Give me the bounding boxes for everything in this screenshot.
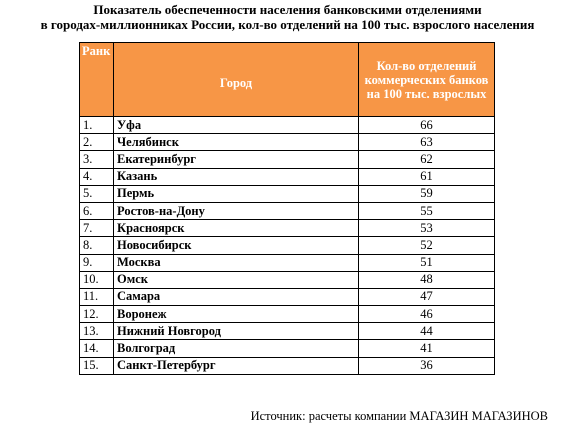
city-cell: Казань — [114, 168, 359, 185]
table-row — [80, 117, 495, 134]
city-cell: Санкт-Петербург — [114, 357, 359, 374]
table-row — [80, 168, 495, 185]
rank-cell: 15. — [80, 357, 114, 374]
table-row — [80, 202, 495, 219]
count-cell: 47 — [359, 288, 495, 305]
table-row — [80, 151, 495, 168]
table-row — [80, 185, 495, 202]
rank-cell: 5. — [80, 185, 114, 202]
rank-cell: 12. — [80, 306, 114, 323]
source-note: Источник: расчеты компании МАГАЗИН МАГАЗИНОВ — [250, 409, 548, 423]
table-row — [80, 340, 495, 357]
title-line-1: Показатель обеспеченности населения банковскими отделениями — [93, 2, 482, 17]
table-row — [80, 237, 495, 254]
city-cell: Красноярск — [114, 220, 359, 237]
city-cell: Новосибирск — [114, 237, 359, 254]
city-cell: Волгоград — [114, 340, 359, 357]
city-cell: Уфа — [114, 117, 359, 134]
table-row — [80, 288, 495, 305]
title-line-2: в городах-миллионниках России, кол-во отделений на 100 тыс. взрослого населения — [40, 17, 535, 32]
count-cell: 55 — [359, 202, 495, 219]
table-row — [80, 220, 495, 237]
city-cell: Москва — [114, 254, 359, 271]
table-row — [80, 323, 495, 340]
city-cell: Пермь — [114, 185, 359, 202]
count-cell: 46 — [359, 306, 495, 323]
count-cell: 61 — [359, 168, 495, 185]
rank-cell: 1. — [80, 117, 114, 134]
page-title — [0, 2, 575, 32]
header-rank: Ранк — [80, 43, 114, 117]
count-cell: 41 — [359, 340, 495, 357]
rank-cell: 10. — [80, 271, 114, 288]
city-cell: Воронеж — [114, 306, 359, 323]
table-row — [80, 254, 495, 271]
count-cell: 48 — [359, 271, 495, 288]
table-row — [80, 357, 495, 374]
table-header-row — [80, 43, 495, 117]
count-cell: 63 — [359, 134, 495, 151]
rank-cell: 8. — [80, 237, 114, 254]
rank-cell: 7. — [80, 220, 114, 237]
count-cell: 66 — [359, 117, 495, 134]
table-row — [80, 134, 495, 151]
count-cell: 52 — [359, 237, 495, 254]
rank-cell: 4. — [80, 168, 114, 185]
rank-cell: 14. — [80, 340, 114, 357]
rank-cell: 9. — [80, 254, 114, 271]
count-cell: 51 — [359, 254, 495, 271]
city-cell: Нижний Новгород — [114, 323, 359, 340]
count-cell: 53 — [359, 220, 495, 237]
header-count: Кол-во отделений коммерческих банков на 100 тыс. взрослых — [359, 43, 495, 117]
header-city: Город — [114, 43, 359, 117]
ranking-table — [79, 42, 495, 375]
city-cell: Омск — [114, 271, 359, 288]
rank-cell: 13. — [80, 323, 114, 340]
rank-cell: 2. — [80, 134, 114, 151]
city-cell: Екатеринбург — [114, 151, 359, 168]
count-cell: 44 — [359, 323, 495, 340]
count-cell: 62 — [359, 151, 495, 168]
table-row — [80, 306, 495, 323]
city-cell: Ростов-на-Дону — [114, 202, 359, 219]
rank-cell: 11. — [80, 288, 114, 305]
city-cell: Челябинск — [114, 134, 359, 151]
rank-cell: 3. — [80, 151, 114, 168]
count-cell: 59 — [359, 185, 495, 202]
table-row — [80, 271, 495, 288]
rank-cell: 6. — [80, 202, 114, 219]
city-cell: Самара — [114, 288, 359, 305]
count-cell: 36 — [359, 357, 495, 374]
